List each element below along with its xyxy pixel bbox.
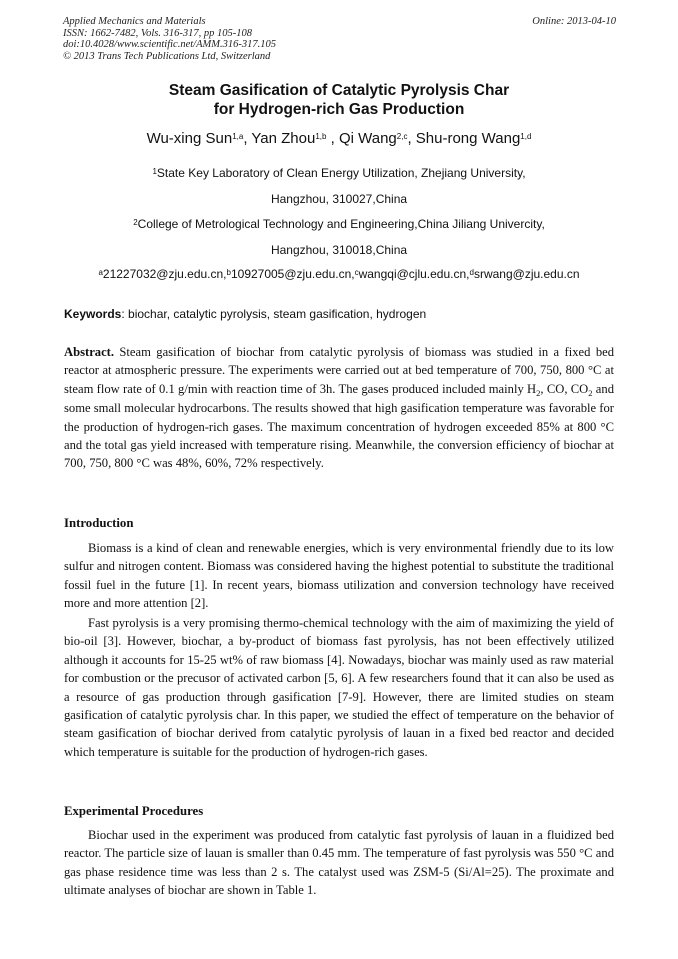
affiliation-marker: 1 — [152, 167, 157, 176]
email-marker: a — [98, 268, 103, 277]
keywords-label: Keywords — [64, 307, 122, 321]
author-list — [0, 129, 678, 149]
affiliation-text: College of Metrological Technology and Engineering,China Jiliang Univercity, — [137, 217, 545, 231]
affiliation-2-line-1 — [0, 217, 678, 232]
section-heading-introduction: Introduction — [64, 516, 134, 530]
affiliation-text: State Key Laboratory of Clean Energy Utilization, Zhejiang University, — [156, 166, 526, 180]
email-address[interactable]: srwang@zju.edu.cn — [473, 267, 580, 281]
affiliation-marker: 2 — [133, 218, 138, 227]
abstract-text: Steam gasification of biochar from catalytic pyrolysis of biomass was studied in a fixed bed reactor at atmospheric pressure. The experiments were carried out at bed temperature of 700, 750, 800 °C at steam flow rate of 0.1 g/min with reaction time of 3h. The gases produced included mainly H — [64, 345, 614, 396]
email-address[interactable]: 21227032@zju.edu.cn, — [102, 267, 227, 281]
email-address[interactable]: 10927005@zju.edu.cn, — [230, 267, 355, 281]
affiliation-1-line-1 — [0, 166, 678, 181]
author-separator: , — [243, 130, 252, 147]
journal-header — [63, 16, 616, 62]
online-date: Online: 2013-04-10 — [532, 16, 616, 27]
email-marker: c — [354, 268, 359, 277]
author-separator: , — [407, 130, 416, 147]
abstract-text: , CO, CO — [540, 381, 589, 396]
keywords — [64, 307, 616, 322]
author-affiliation-marker: 1,b — [315, 132, 327, 141]
title-line-1: Steam Gasification of Catalytic Pyrolysis Char — [168, 82, 510, 99]
keywords-text: : biochar, catalytic pyrolysis, steam gasification, hydrogen — [121, 307, 427, 321]
email-marker: b — [226, 268, 231, 277]
author-affiliation-marker: 1,a — [232, 132, 244, 141]
email-marker: d — [469, 268, 474, 277]
journal-doi: doi:10.4028/www.scientific.net/AMM.316-317.105 — [63, 39, 276, 50]
author-name: Shu-rong Wang — [415, 130, 521, 147]
author-separator: , — [326, 130, 339, 147]
title-line-2: for Hydrogen-rich Gas Production — [213, 101, 465, 118]
abstract — [64, 343, 614, 473]
abstract-label: Abstract. — [64, 345, 115, 359]
introduction-paragraph-1: Biomass is a kind of clean and renewable energies, which is very environmental friendly due to its low sulfur and nitrogen content. Biomass was considered having the highest potential to substitute the traditional fossil fuel in the future [1]. In recent years, biomass utilization and conversion technology have received more and more attention [2]. — [64, 541, 614, 611]
subscript: 2 — [588, 387, 593, 398]
subscript: 2 — [536, 387, 541, 398]
abstract-text: and some small molecular hydrocarbons. The results showed that high gasification temperature was favorable for the production of hydrogen-rich gases. The maximum concentration of hydrogen exceeded 85% at 800 °C and the total gas yield increased with temperature rising. Meanwhile, the conversion efficiency of biochar at 700, 750, 800 °C was 48%, 60%, 72% respectively. — [64, 381, 614, 471]
affiliation-2-line-2: Hangzhou, 310018,China — [270, 243, 408, 257]
author-name: Wu-xing Sun — [146, 130, 233, 147]
author-name: Yan Zhou — [251, 130, 316, 147]
paper-title — [0, 81, 678, 119]
journal-copyright: © 2013 Trans Tech Publications Ltd, Switzerland — [63, 50, 271, 62]
author-affiliation-marker: 2,c — [396, 132, 408, 141]
author-emails — [0, 267, 678, 282]
email-address[interactable]: wangqi@cjlu.edu.cn, — [358, 267, 470, 281]
introduction-paragraph-2: Fast pyrolysis is a very promising thermo-chemical technology with the aim of maximizing the yield of bio-oil [3]. However, biochar, a by-product of biomass fast pyrolysis, has not been effectively utilized although it accounts for 15-25 wt% of raw biomass [4]. Nowadays, biochar was mainly used as raw material for combustion or the precusor of activated carbon [5, 6]. A few researchers found that it can also be used as a resource of gas production through gasification [7-9]. However, there are limited studies on steam gasification of catalytic pyrolysis char. In this paper, we studied the effect of temperature on the behavior of steam gasification of biochar derived from catalytic pyrolysis of lauan in a fixed bed reactor and decided which temperature is suitable for the production of hydrogen-rich gases. — [64, 616, 614, 759]
section-heading-experimental: Experimental Procedures — [64, 804, 204, 818]
journal-issn: ISSN: 1662-7482, Vols. 316-317, pp 105-108 — [63, 27, 252, 39]
journal-name: Applied Mechanics and Materials — [63, 16, 206, 27]
experimental-paragraph-1: Biochar used in the experiment was produced from catalytic fast pyrolysis of lauan in a fluidized bed reactor. The particle size of lauan is smaller than 0.45 mm. The temperature of fast pyrolysis was 550 °C and gas phase residence time was less than 2 s. The catalyst used was ZSM-5 (Si/Al=25). The proximate and ultimate analyses of biochar are shown in Table 1. — [64, 828, 614, 898]
author-name: Qi Wang — [338, 130, 397, 147]
affiliation-1-line-2: Hangzhou, 310027,China — [270, 192, 408, 206]
author-affiliation-marker: 1,d — [520, 132, 532, 141]
